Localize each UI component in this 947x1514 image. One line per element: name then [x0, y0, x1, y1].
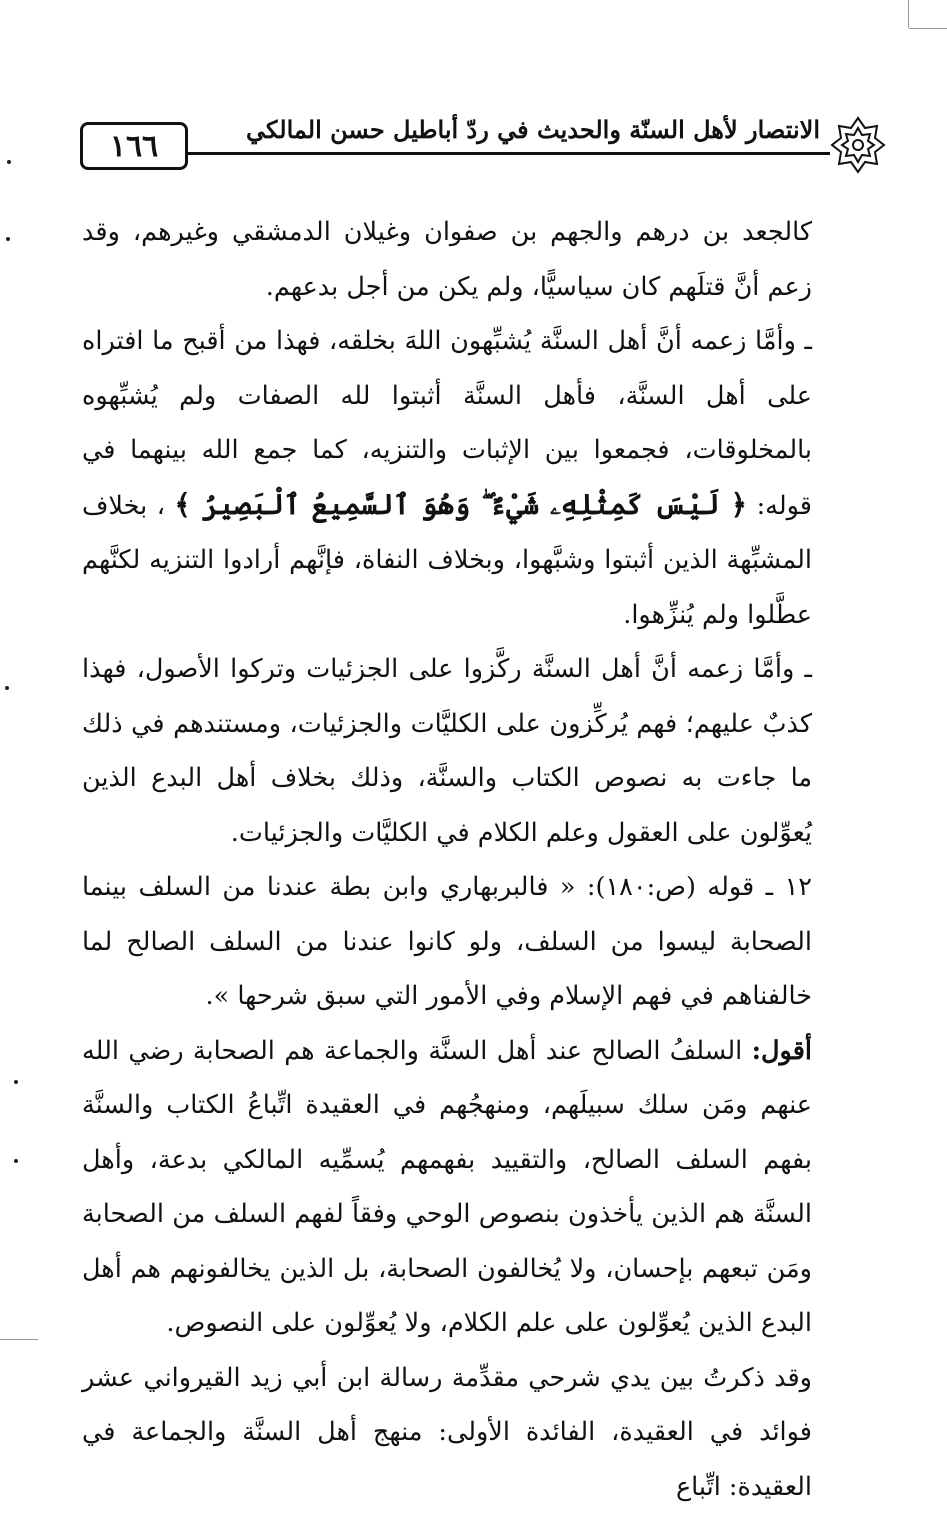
aqulu-label: أقول:	[752, 1036, 812, 1066]
margin-dot	[14, 1080, 18, 1084]
header-rule	[185, 152, 830, 155]
crop-mark	[0, 1339, 38, 1340]
margin-dot	[14, 1159, 18, 1163]
margin-dot	[6, 237, 10, 241]
crop-mark	[909, 28, 947, 29]
paragraph: ـ وأمَّا زعمه أنَّ أهل السنَّة يُشبِّهون اللهَ بخلقه، فهذا من أقبح ما افتراه على أهل السنَّة، فأهل السنَّة أثبتوا لله الصفات ولم يُشبِّهوه بالمخلوقات، فجمعوا بين الإثبات والتنزيه، كما جمع الله بينهما في قوله: ﴿ لَيْسَ كَمِثْلِهِۦ شَيْءٌ ۖ وَهُوَ ٱلسَّمِيعُ ٱلْبَصِيرُ ﴾ ، بخلاف المشبِّهة الذين أثبتوا وشبَّهوا، وبخلاف النفاة، فإنَّهم أرادوا التنزيه لكنَّهم عطَّلوا ولم يُنزِّهوا.	[82, 314, 812, 642]
margin-dot	[7, 160, 11, 164]
ornament-icon	[830, 116, 886, 174]
paragraph: ١٢ ـ قوله (ص:١٨٠): « فالبربهاري وابن بطة عندنا من السلف بينما الصحابة ليسوا من السلف، ولو كانوا عندنا من السلف الصالح لما خالفناهم في فهم الإسلام وفي الأمور التي سبق شرحها ».	[82, 860, 812, 1024]
margin-dot	[5, 686, 9, 690]
book-title: الانتصار لأهل السنّة والحديث في ردّ أباطيل حسن المالكي	[320, 110, 820, 150]
paragraph: ـ وأمَّا زعمه أنَّ أهل السنَّة ركَّزوا على الجزئيات وتركوا الأصول، فهذا كذبٌ عليهم؛ فهم يُركِّزون على الكليَّات والجزئيات، ومستندهم في ذلك ما جاءت به نصوص الكتاب والسنَّة، وذلك بخلاف أهل البدع الذين يُعوِّلون على العقول وعلم الكلام في الكليَّات والجزئيات.	[82, 642, 812, 860]
page-number: ١٦٦	[80, 122, 188, 170]
page-body	[82, 205, 812, 1514]
paragraph: أقول: السلفُ الصالح عند أهل السنَّة والجماعة هم الصحابة رضي الله عنهم ومَن سلك سبيلَهم، ومنهجُهم في العقيدة اتِّباعُ الكتاب والسنَّة بفهم السلف الصالح، والتقييد بفهمهم يُسمِّيه المالكي بدعة، وأهل السنَّة هم الذين يأخذون بنصوص الوحي وفقاً لفهم السلف من الصحابة ومَن تبعهم بإحسان، ولا يُخالفون الصحابة، بل الذين يخالفونهم هم أهل البدع الذين يُعوِّلون على علم الكلام، ولا يُعوِّلون على النصوص.	[82, 1024, 812, 1351]
running-header	[80, 110, 870, 180]
paragraph: وقد ذكرتُ بين يدي شرحي مقدِّمة رسالة ابن أبي زيد القيرواني عشر فوائد في العقيدة، الفائدة الأولى: منهج أهل السنَّة والجماعة في العقيدة: اتِّباع	[82, 1351, 812, 1514]
paragraph: كالجعد بن درهم والجهم بن صفوان وغيلان الدمشقي وغيرهم، وقد زعم أنَّ قتلَهم كان سياسيًّا، ولم يكن من أجل بدعهم.	[82, 205, 812, 314]
crop-mark	[908, 0, 909, 28]
quran-verse: ﴿ لَيْسَ كَمِثْلِهِۦ شَيْءٌ ۖ وَهُوَ ٱلسَّمِيعُ ٱلْبَصِيرُ ﴾	[174, 488, 747, 521]
